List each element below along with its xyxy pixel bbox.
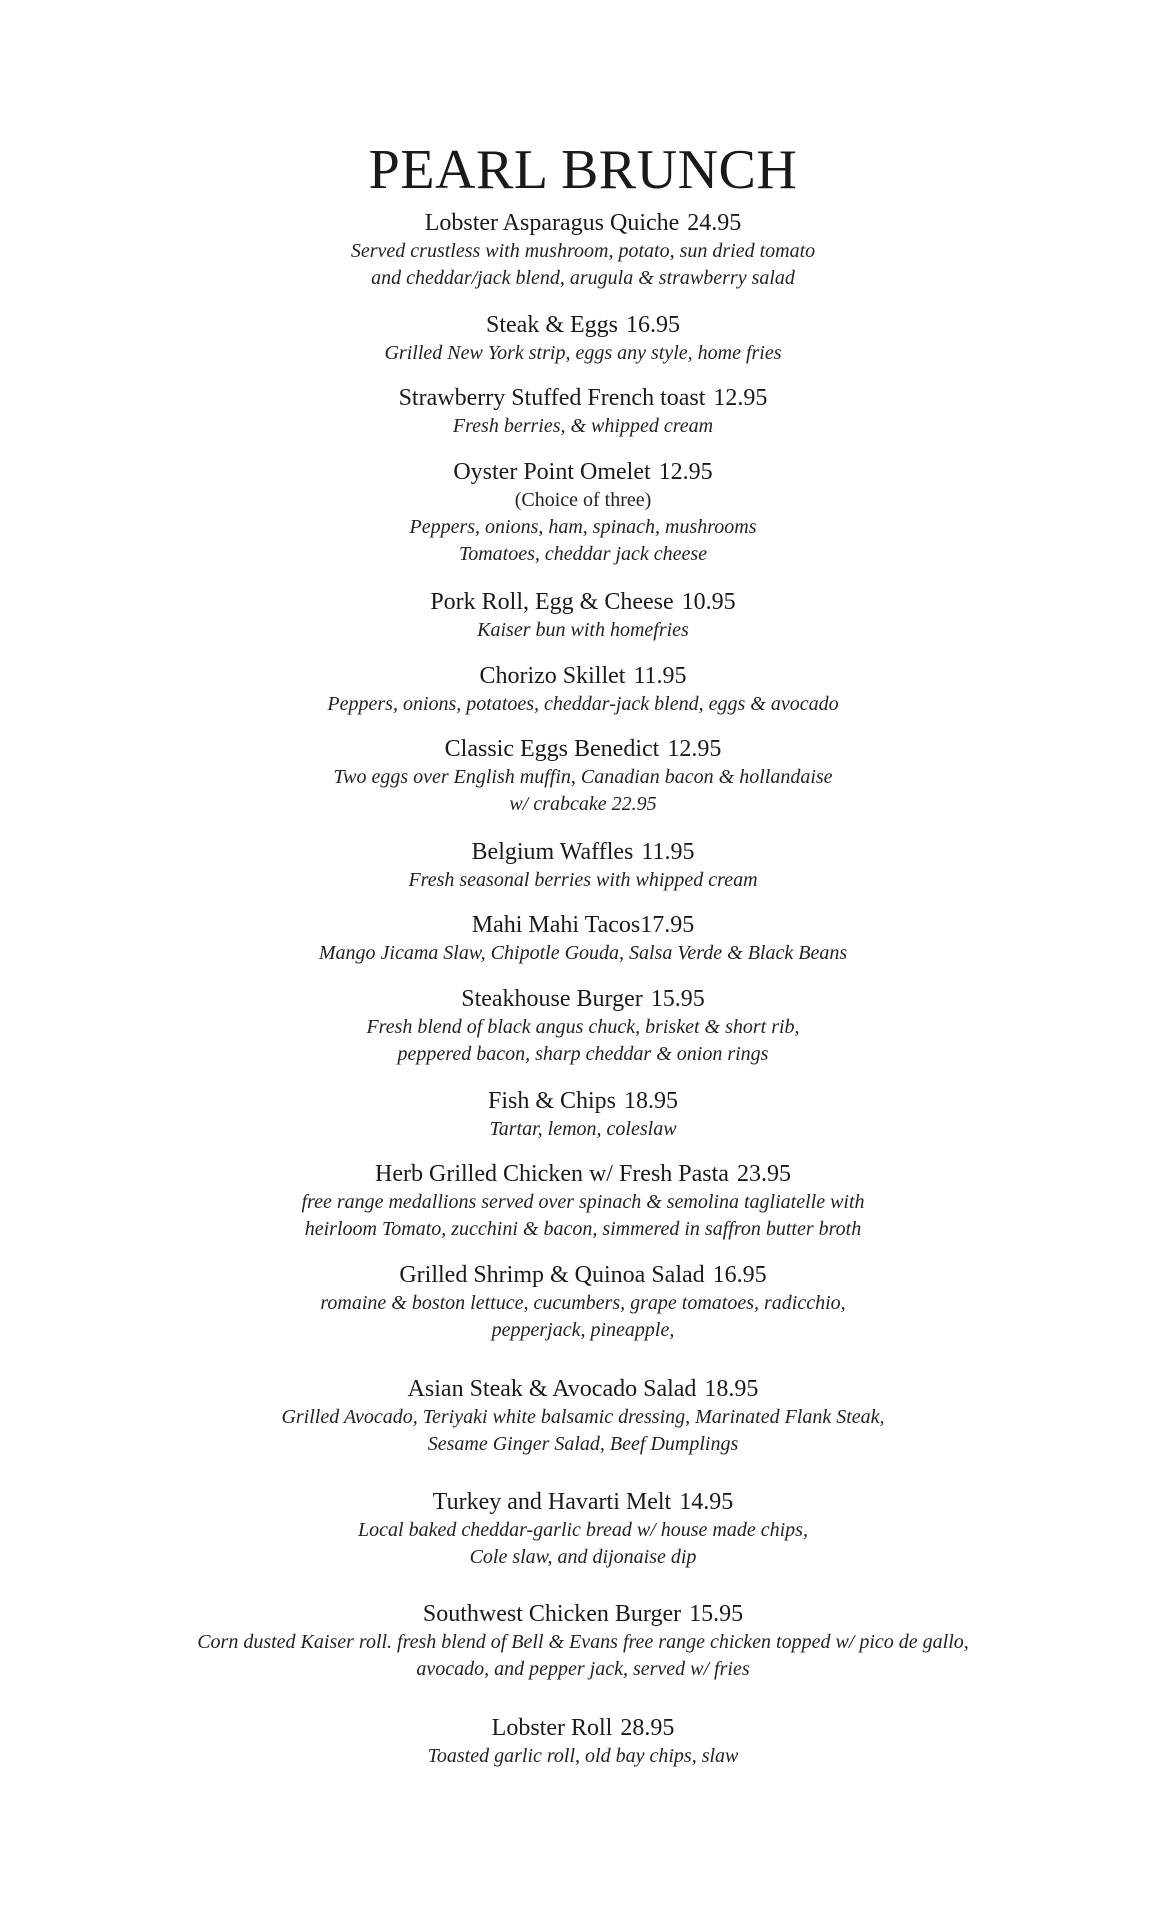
item-description: Tartar, lemon, coleslaw: [489, 1118, 677, 1140]
item-name: Steakhouse Burger: [461, 986, 643, 1012]
item-heading: [0, 837, 1166, 867]
item-name: Chorizo Skillet: [479, 663, 626, 689]
item-heading: [0, 910, 1166, 940]
item-description: Sesame Ginger Salad, Beef Dumplings: [427, 1433, 739, 1455]
item-name: Belgium Waffles: [471, 839, 634, 865]
item-description: w/ crabcake 22.95: [509, 793, 657, 815]
menu-item: [0, 208, 1166, 292]
menu-item: [0, 457, 1166, 568]
item-note: (Choice of three): [514, 489, 652, 511]
item-heading: [0, 1487, 1166, 1517]
menu-item: [0, 734, 1166, 818]
item-price: 14.95: [679, 1489, 734, 1515]
item-heading: [0, 1374, 1166, 1404]
item-description: Grilled New York strip, eggs any style, home fries: [384, 342, 782, 364]
item-name: Lobster Roll: [491, 1715, 613, 1741]
item-price: 23.95: [736, 1161, 791, 1187]
item-description: Local baked cheddar-garlic bread w/ house made chips,: [358, 1519, 808, 1541]
menu-item: [0, 587, 1166, 644]
item-price: 18.95: [624, 1088, 679, 1114]
item-name: Turkey and Havarti Melt: [432, 1489, 672, 1515]
item-name: Oyster Point Omelet: [453, 459, 651, 485]
menu-item: [0, 1260, 1166, 1344]
item-description: Corn dusted Kaiser roll. fresh blend of Bell & Evans free range chicken topped w/ pico de gallo,: [197, 1631, 969, 1653]
item-heading: [0, 310, 1166, 340]
menu-item: [0, 661, 1166, 718]
item-name: Steak & Eggs: [486, 312, 618, 338]
item-price: 16.95: [712, 1262, 767, 1288]
item-price: 15.95: [650, 986, 705, 1012]
item-description: Served crustless with mushroom, potato, sun dried tomato: [350, 240, 816, 262]
item-heading: [0, 208, 1166, 238]
item-heading: [0, 1086, 1166, 1116]
menu-item: [0, 383, 1166, 440]
menu-item: [0, 984, 1166, 1068]
item-description: Fresh blend of black angus chuck, brisket & short rib,: [366, 1016, 800, 1038]
item-price: 24.95: [687, 210, 742, 236]
item-price: 11.95: [633, 663, 687, 689]
item-name: Fish & Chips: [487, 1088, 617, 1114]
item-description: Kaiser bun with homefries: [477, 619, 689, 641]
item-description: romaine & boston lettuce, cucumbers, grape tomatoes, radicchio,: [320, 1292, 846, 1314]
item-heading: [0, 1713, 1166, 1743]
item-description: Grilled Avocado, Teriyaki white balsamic dressing, Marinated Flank Steak,: [281, 1406, 885, 1428]
item-name: Southwest Chicken Burger: [422, 1601, 682, 1627]
item-description: Peppers, onions, potatoes, cheddar-jack blend, eggs & avocado: [327, 693, 839, 715]
menu-item: [0, 1713, 1166, 1770]
item-description: Tomatoes, cheddar jack cheese: [458, 543, 708, 565]
item-description: heirloom Tomato, zucchini & bacon, simmered in saffron butter broth: [304, 1218, 862, 1240]
menu-item: [0, 1599, 1166, 1683]
item-heading: [0, 1599, 1166, 1629]
item-name: Classic Eggs Benedict: [444, 736, 660, 762]
item-name: Mahi Mahi Tacos: [471, 912, 641, 938]
item-heading: [0, 984, 1166, 1014]
menu-item: [0, 910, 1166, 967]
item-price: 17.95: [640, 912, 695, 938]
menu-item: [0, 310, 1166, 367]
item-price: 12.95: [658, 459, 713, 485]
item-name: Grilled Shrimp & Quinoa Salad: [399, 1262, 705, 1288]
item-price: 10.95: [681, 589, 736, 615]
item-heading: [0, 1260, 1166, 1290]
item-name: Herb Grilled Chicken w/ Fresh Pasta: [375, 1161, 729, 1187]
item-price: 16.95: [626, 312, 680, 338]
item-description: avocado, and pepper jack, served w/ fries: [416, 1658, 750, 1680]
menu-title: PEARL BRUNCH: [368, 139, 798, 201]
item-price: 12.95: [667, 736, 722, 762]
menu-item: [0, 1487, 1166, 1571]
item-description: peppered bacon, sharp cheddar & onion rings: [397, 1043, 769, 1065]
item-description: free range medallions served over spinach & semolina tagliatelle with: [301, 1191, 865, 1213]
item-description: pepperjack, pineapple,: [491, 1319, 675, 1341]
item-price: 11.95: [641, 839, 695, 865]
item-description: Peppers, onions, ham, spinach, mushrooms: [409, 516, 757, 538]
item-name: Strawberry Stuffed French toast: [398, 385, 706, 411]
menu-item: [0, 837, 1166, 894]
item-name: Pork Roll, Egg & Cheese: [430, 589, 674, 615]
menu-item: [0, 1086, 1166, 1143]
item-price: 18.95: [704, 1376, 759, 1402]
item-heading: [0, 457, 1166, 487]
item-heading: [0, 734, 1166, 764]
item-description: Mango Jicama Slaw, Chipotle Gouda, Salsa Verde & Black Beans: [318, 942, 848, 964]
item-price: 28.95: [620, 1715, 675, 1741]
item-description: Fresh seasonal berries with whipped cream: [408, 869, 758, 891]
menu-item: [0, 1374, 1166, 1458]
item-description: Fresh berries, & whipped cream: [452, 415, 714, 437]
item-description: and cheddar/jack blend, arugula & strawberry salad: [371, 267, 795, 289]
item-description: Two eggs over English muffin, Canadian bacon & hollandaise: [333, 766, 833, 788]
item-heading: [0, 661, 1166, 691]
item-description: Toasted garlic roll, old bay chips, slaw: [427, 1745, 739, 1767]
item-name: Asian Steak & Avocado Salad: [407, 1376, 697, 1402]
item-name: Lobster Asparagus Quiche: [424, 210, 680, 236]
menu-item: [0, 1159, 1166, 1243]
item-heading: [0, 383, 1166, 413]
item-description: Cole slaw, and dijonaise dip: [469, 1546, 697, 1568]
item-heading: [0, 587, 1166, 617]
item-heading: [0, 1159, 1166, 1189]
item-price: 12.95: [713, 385, 768, 411]
item-price: 15.95: [689, 1601, 744, 1627]
